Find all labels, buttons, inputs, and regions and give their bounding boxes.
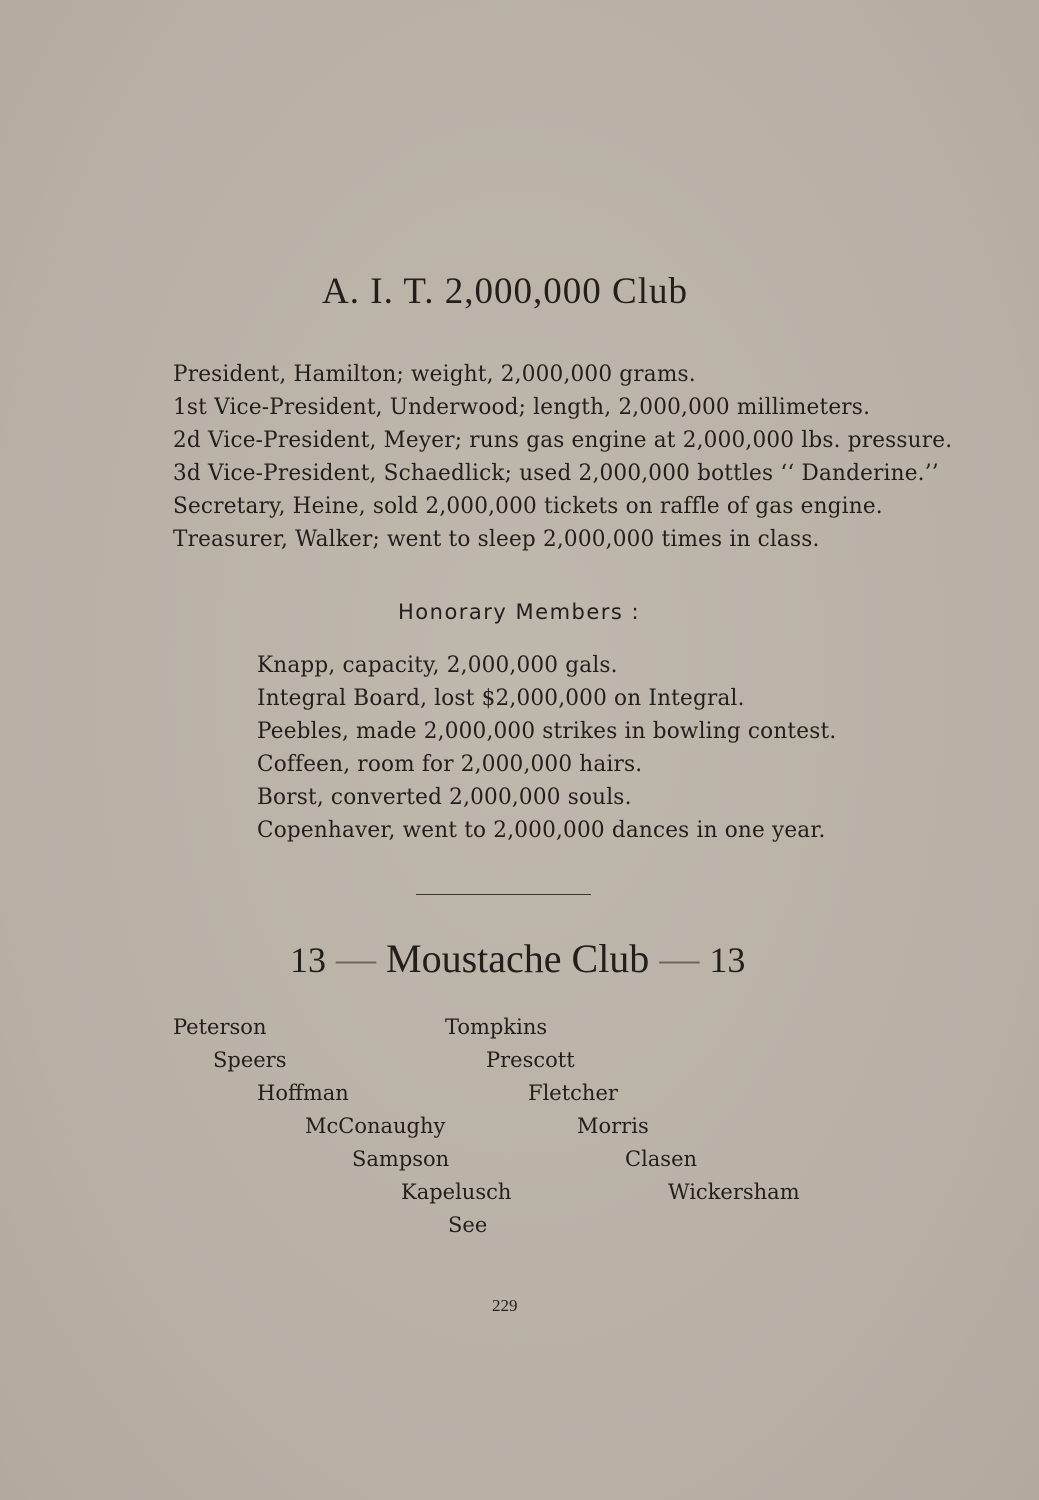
member-name: Peterson — [173, 1015, 267, 1039]
member-line: Coffeen, room for 2,000,000 hairs. — [257, 752, 643, 777]
member-name: Morris — [577, 1114, 649, 1138]
member-line: Knapp, capacity, 2,000,000 gals. — [257, 653, 618, 678]
member-name: McConaughy — [305, 1114, 446, 1138]
officer-line: 1st Vice-President, Underwood; length, 2,000,000 millimeters. — [173, 395, 871, 420]
member-name: Sampson — [352, 1147, 450, 1171]
honorary-members-list — [257, 649, 848, 847]
officer-line: 3d Vice-President, Schaedlick; used 2,000,000 bottles ‘‘ Danderine.’’ — [173, 461, 939, 486]
member-name: Speers — [213, 1048, 287, 1072]
member-name: Hoffman — [257, 1081, 349, 1105]
title-text: Moustache Club — [386, 936, 650, 981]
member-line: Borst, converted 2,000,000 souls. — [257, 785, 632, 810]
member-name: Kapelusch — [401, 1180, 512, 1204]
member-line: Integral Board, lost $2,000,000 on Integral. — [257, 686, 745, 711]
member-name: Tompkins — [445, 1015, 548, 1039]
officer-line: Treasurer, Walker; went to sleep 2,000,000 times in class. — [173, 527, 820, 552]
member-name: Wickersham — [668, 1180, 800, 1204]
member-line: Copenhaver, went to 2,000,000 dances in one year. — [257, 818, 826, 843]
section-divider — [416, 894, 591, 895]
officer-line: President, Hamilton; weight, 2,000,000 grams. — [173, 362, 696, 387]
moustache-club-title — [290, 935, 745, 982]
member-line: Peebles, made 2,000,000 strikes in bowling contest. — [257, 719, 837, 744]
honorary-heading: Honorary Members : — [398, 600, 641, 624]
member-name: See — [448, 1213, 488, 1237]
title-dash: — — [336, 936, 376, 981]
page-number: 229 — [492, 1296, 518, 1315]
member-name: Fletcher — [528, 1081, 618, 1105]
member-name: Prescott — [486, 1048, 575, 1072]
officer-line: Secretary, Heine, sold 2,000,000 tickets on raffle of gas engine. — [173, 494, 883, 519]
title-dash: — — [659, 936, 700, 981]
officers-list — [173, 358, 968, 556]
title-number-left: 13 — [290, 940, 326, 980]
member-name: Clasen — [625, 1147, 698, 1171]
title-number-right: 13 — [709, 940, 746, 980]
officer-line: 2d Vice-President, Meyer; runs gas engine at 2,000,000 lbs. pressure. — [173, 428, 953, 453]
club-title: A. I. T. 2,000,000 Club — [322, 271, 688, 312]
